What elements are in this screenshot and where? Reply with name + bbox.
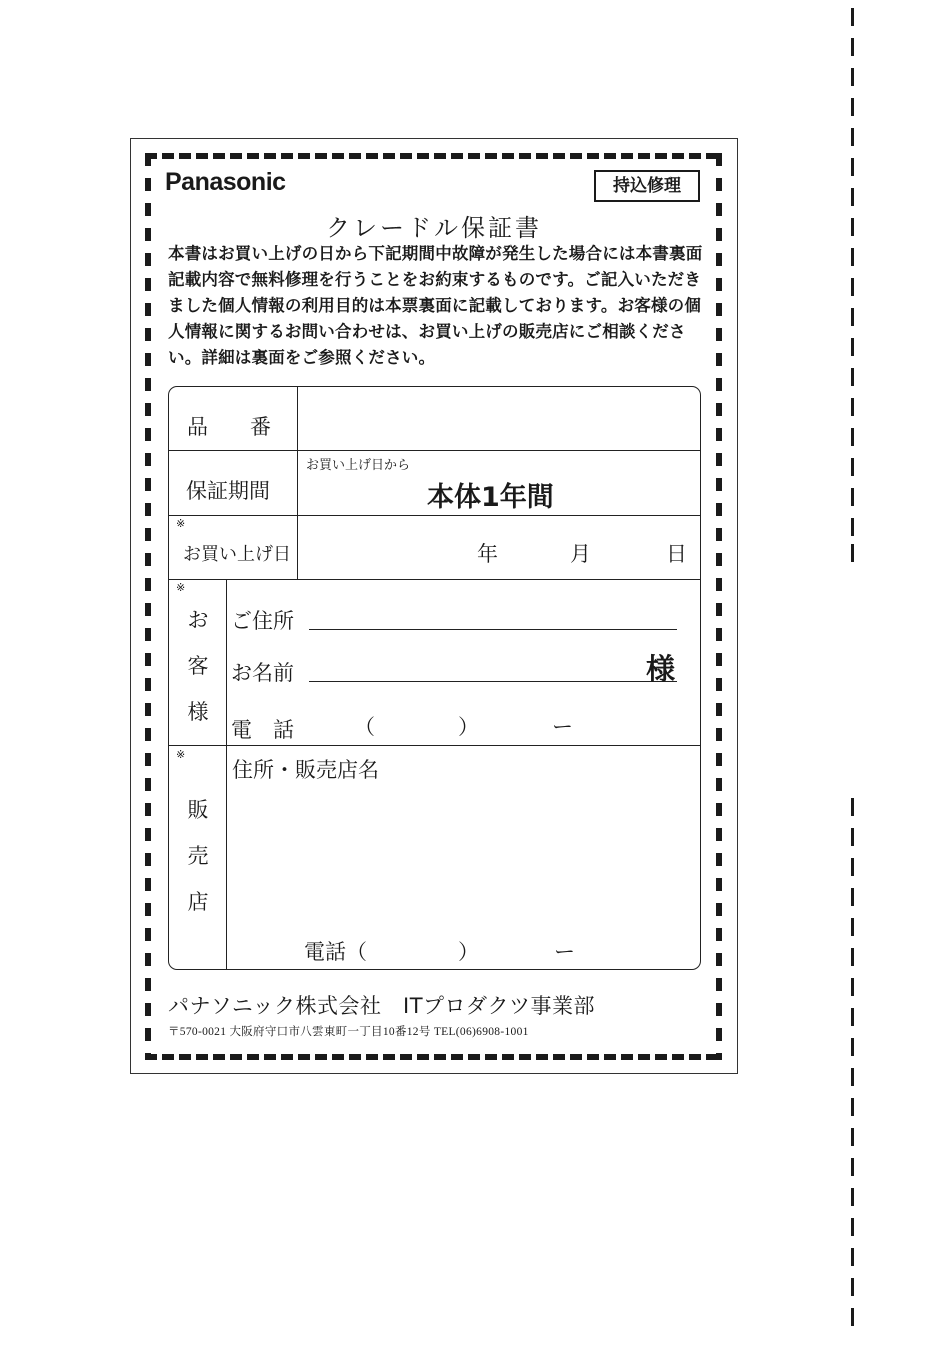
model-number-field[interactable] bbox=[299, 387, 699, 449]
customer-phone-dash: ー bbox=[552, 715, 573, 739]
required-mark: ※ bbox=[176, 581, 186, 594]
customer-phone-open-paren: （ bbox=[354, 715, 375, 739]
warranty-period-label: 保証期間 bbox=[186, 479, 270, 503]
customer-name-input[interactable] bbox=[309, 681, 677, 682]
store-char-3: 店 bbox=[187, 890, 209, 914]
customer-char-1: お bbox=[187, 608, 209, 632]
store-phone-label: 電話（ bbox=[304, 940, 367, 964]
customer-char-2: 客 bbox=[187, 654, 209, 678]
issuer-company: パナソニック株式会社 ITプロダクツ事業部 bbox=[168, 994, 596, 1018]
required-mark: ※ bbox=[176, 748, 186, 761]
warranty-form bbox=[168, 386, 701, 970]
store-vertical-label bbox=[178, 787, 218, 925]
store-info-field[interactable] bbox=[229, 787, 699, 927]
brand-logo: Panasonic bbox=[165, 168, 286, 196]
required-mark: ※ bbox=[176, 517, 186, 530]
purchase-month-unit: 月 bbox=[570, 542, 591, 566]
customer-phone-close-paren: ） bbox=[458, 715, 479, 739]
issuer-address: 〒570-0021 大阪府守口市八雲東町一丁目10番12号 TEL(06)6908-1001 bbox=[168, 1026, 529, 1038]
customer-char-3: 様 bbox=[187, 700, 209, 724]
warranty-period-value: 本体1年間 bbox=[427, 482, 554, 513]
customer-name-label: お名前 bbox=[231, 661, 294, 685]
store-phone-close-paren: ） bbox=[458, 940, 479, 964]
purchase-year-unit: 年 bbox=[477, 542, 498, 566]
honorific-sama: 様 bbox=[646, 652, 676, 686]
cut-line-upper bbox=[851, 0, 854, 570]
customer-address-label: ご住所 bbox=[231, 609, 294, 633]
hatched-border-bottom bbox=[145, 1054, 722, 1060]
customer-phone-label: 電 話 bbox=[231, 718, 294, 742]
purchase-date-field[interactable] bbox=[299, 516, 699, 578]
intro-text: 本書はお買い上げの日から下記期間中故障が発生した場合には本書裏面記載内容で無料修理を行うことをお約束するものです。ご記入いただきました個人情報の利用目的は本票裏面に記載しております。お客様の個人情報に関するお問い合わせは、お買い上げの販売店にご相談ください。詳細は裏面をご参照ください。 bbox=[168, 244, 703, 367]
customer-vertical-label bbox=[178, 597, 218, 735]
hatched-border-right bbox=[716, 153, 722, 1060]
model-number-label: 品 番 bbox=[187, 415, 271, 439]
cut-line-lower bbox=[851, 790, 854, 1348]
warranty-period-note: お買い上げ日から bbox=[306, 458, 411, 473]
hatched-border-top bbox=[145, 153, 722, 159]
store-char-1: 販 bbox=[187, 798, 209, 822]
store-phone-dash: ー bbox=[554, 940, 575, 964]
hatched-border-left bbox=[145, 153, 151, 1060]
store-char-2: 売 bbox=[187, 844, 209, 868]
purchase-day-unit: 日 bbox=[666, 542, 687, 566]
customer-address-input[interactable] bbox=[309, 629, 677, 630]
document-title: クレードル保証書 bbox=[326, 214, 542, 242]
purchase-date-label: お買い上げ日 bbox=[183, 544, 291, 565]
store-address-label: 住所・販売店名 bbox=[232, 758, 379, 782]
service-type-badge: 持込修理 bbox=[594, 170, 700, 202]
